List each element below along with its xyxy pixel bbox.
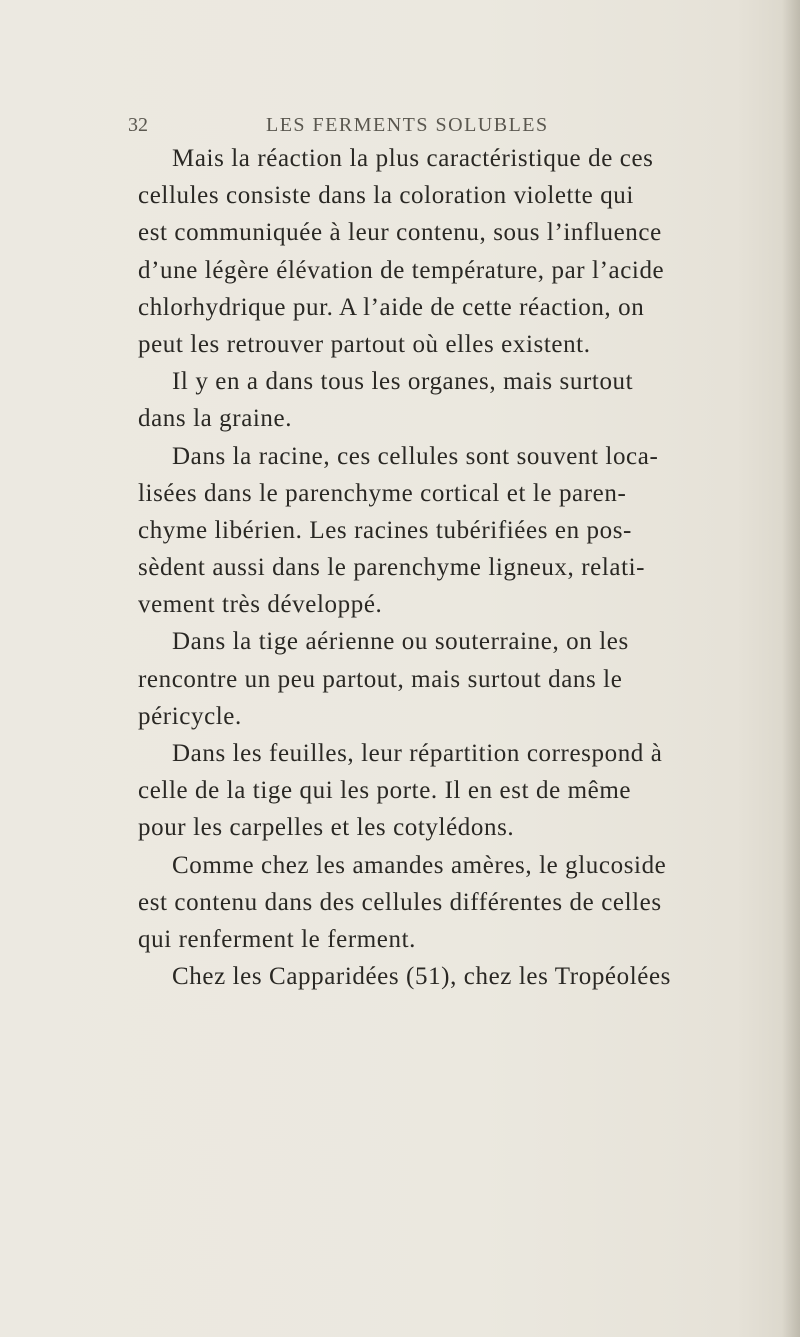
text-line: Dans les feuilles, leur répartition correspond à [172, 740, 663, 767]
text-line: Comme chez les amandes amères, le glucoside [172, 851, 667, 879]
page-edge-shadow [782, 0, 800, 1337]
text-line: est communiquée à leur contenu, sous l’influence [138, 219, 662, 247]
text-line: celle de la tige qui les porte. Il en est de même [138, 777, 632, 805]
text-line: cellules consiste dans la coloration violette qui [138, 182, 634, 210]
text-line: dans la graine. [138, 405, 293, 433]
text-line: chyme libérien. Les racines tubérifiées en pos- [138, 516, 632, 544]
text-line: pour les carpelles et les cotylédons. [138, 814, 515, 842]
page-number: 32 [128, 114, 148, 136]
text-line: chlorhydrique pur. A l’aide de cette réaction, on [138, 293, 645, 321]
text-line: Il y en a dans tous les organes, mais surtout [172, 368, 634, 396]
text-line: péricycle. [138, 702, 242, 730]
text-line: lisées dans le parenchyme cortical et le paren- [138, 479, 627, 507]
text-line: rencontre un peu partout, mais surtout dans le [138, 665, 623, 693]
text-line: d’une légère élévation de température, par l’acide [138, 256, 665, 284]
text-line: vement très développé. [138, 591, 383, 619]
text-line: est contenu dans des cellules différentes de celles [138, 888, 662, 916]
text-line: Dans la tige aérienne ou souterraine, on les [172, 628, 629, 656]
text-line: peut les retrouver partout où elles existent. [138, 330, 591, 358]
body-text [138, 140, 768, 995]
text-line: qui renferment le ferment. [138, 925, 416, 953]
text-line: Mais la réaction la plus caractéristique de ces [172, 145, 654, 172]
text-line: Dans la racine, ces cellules sont souvent loca- [172, 442, 659, 470]
text-line: sèdent aussi dans le parenchyme ligneux, relati- [138, 554, 646, 582]
text-line: Chez les Capparidées (51), chez les Tropéolées [172, 963, 671, 991]
running-head: LES FERMENTS SOLUBLES [266, 114, 549, 136]
